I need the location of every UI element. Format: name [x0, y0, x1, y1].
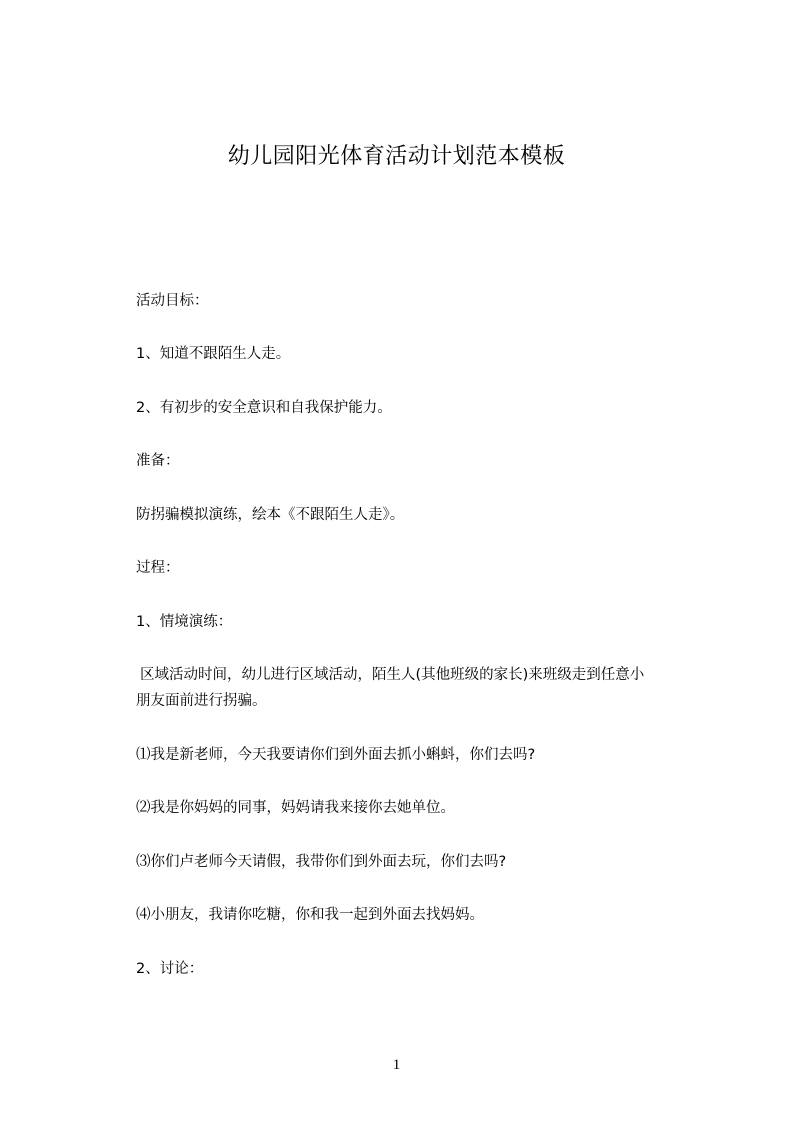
section-heading-process: 过程：	[136, 560, 180, 576]
scenario-paragraph-line-1: 区域活动时间，幼儿进行区域活动，陌生人(其他班级的家长)来班级走到任意小	[140, 667, 645, 683]
scenario-item-4: ⑷小朋友，我请你吃糖，你和我一起到外面去找妈妈。	[136, 907, 484, 923]
process-step-2: 2、讨论：	[136, 961, 204, 977]
scenario-item-3: ⑶你们卢老师今天请假，我带你们到外面去玩，你们去吗?	[136, 854, 507, 870]
process-step-1: 1、情境演练：	[136, 614, 233, 630]
goal-item-2: 2、有初步的安全意识和自我保护能力。	[136, 400, 392, 416]
section-heading-goals: 活动目标：	[136, 293, 209, 309]
document-title: 幼儿园阳光体育活动计划范本模板	[227, 144, 566, 169]
page-number: 1	[392, 1057, 401, 1073]
goal-item-1: 1、知道不跟陌生人走。	[136, 346, 291, 362]
scenario-item-1: ⑴我是新老师，今天我要请你们到外面去抓小蝌蚪，你们去吗?	[136, 747, 536, 763]
scenario-paragraph-line-2: 朋友面前进行拐骗。	[136, 693, 267, 709]
section-heading-preparation: 准备：	[136, 453, 180, 469]
preparation-text: 防拐骗模拟演练，绘本《不跟陌生人走》。	[136, 507, 405, 523]
scenario-item-2: ⑵我是你妈妈的同事，妈妈请我来接你去她单位。	[136, 800, 455, 816]
